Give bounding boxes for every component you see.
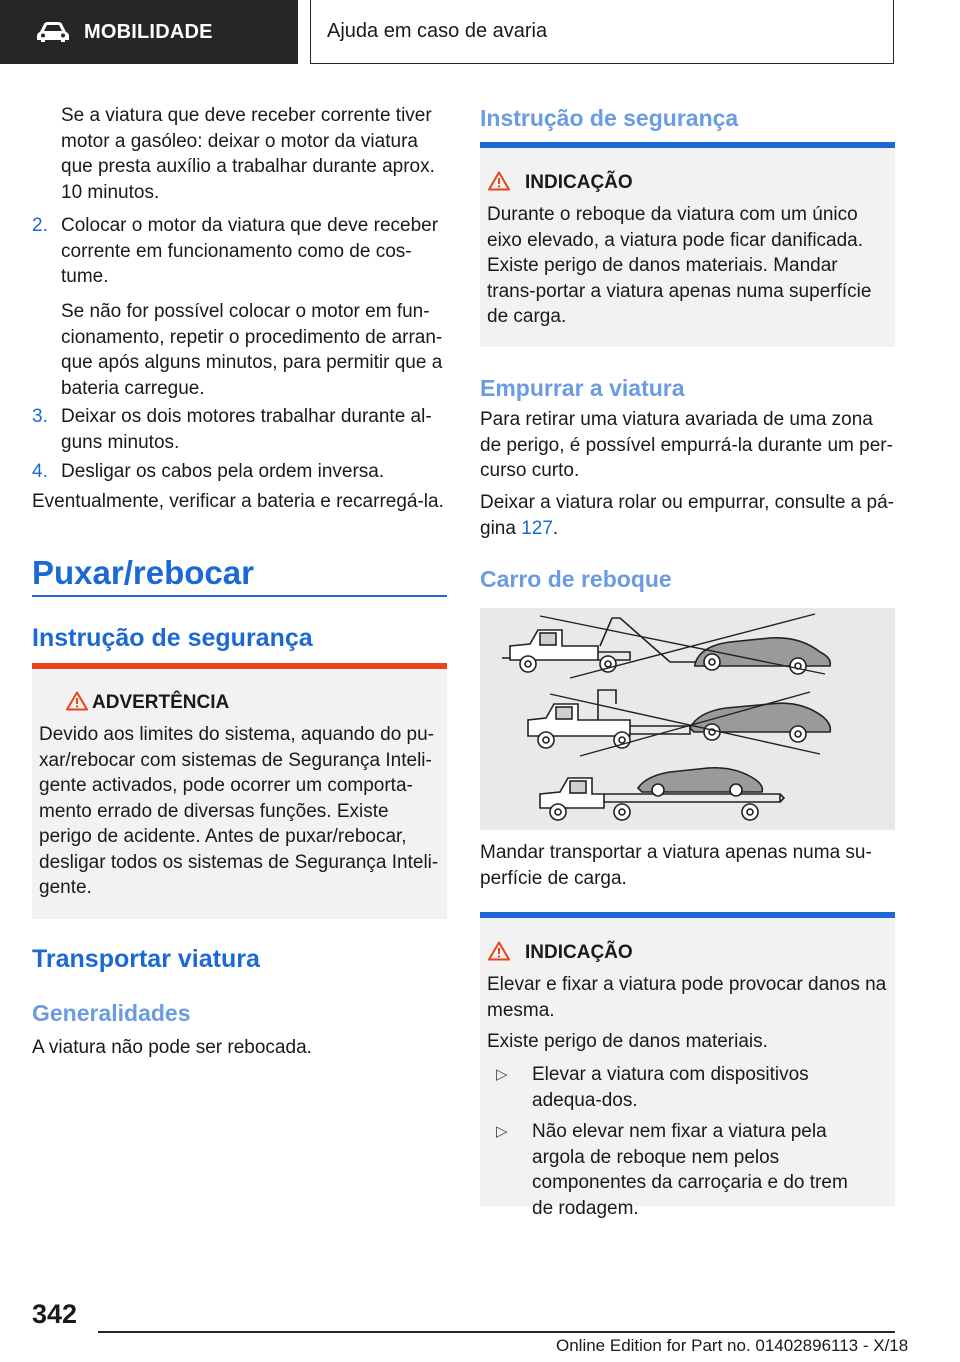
step-number: 4. <box>32 461 48 482</box>
notice-title: INDICAÇÃO <box>525 942 633 963</box>
section-tab <box>0 0 298 64</box>
notice-bar <box>480 912 895 918</box>
section-heading-transport: Transportar viatura <box>32 945 260 973</box>
page-link[interactable]: 127 <box>521 517 553 539</box>
chapter-heading: Puxar/rebocar <box>32 554 254 591</box>
illustration-caption: Mandar transportar a viatura apenas numa su-perfície de carga. <box>480 842 872 889</box>
tow-truck-illustration <box>480 608 895 830</box>
intro-paragraph: Se a viatura que deve receber corrente tiver motor a gasóleo: deixar o motor da viatura que presta auxílio a trabalhar durante aprox. 10 minutos. <box>61 105 435 203</box>
push-paragraph-1: Para retirar uma viatura avariada de uma zona de perigo, é possível empurrá-la durante um per-curso curto. <box>480 409 893 481</box>
section-heading-safety: Instrução de segurança <box>32 624 313 652</box>
page-number: 342 <box>32 1299 78 1329</box>
notice-bar <box>480 142 895 148</box>
notice-title: INDICAÇÃO <box>525 172 633 193</box>
step-text: Desligar os cabos pela ordem inversa. <box>61 461 385 482</box>
bullet-text: Elevar a viatura com dispositivos adequa-dos. <box>532 1064 809 1111</box>
bullet-text: Não elevar nem fixar a viatura pela argola de reboque nem pelos componentes da carroçaria e do trem de rodagem. <box>532 1121 848 1219</box>
notice-paragraph-1: Elevar e fixar a viatura pode provocar danos na mesma. <box>487 974 887 1021</box>
warning-icon <box>488 171 510 191</box>
section-heading-safety-right: Instrução de segurança <box>480 105 739 131</box>
step-number: 3. <box>32 406 48 427</box>
warning-body: Devido aos limites do sistema, aquando do pu-xar/rebocar com sistemas de Segurança Inteli-gente activados, pode ocorrer um comporta-mento errado de diversas funções. Existe perigo de acidente. Antes de puxar/rebocar, desligar todos os sistemas de Segurança Inteli-gente. <box>39 724 439 898</box>
chapter-title: Ajuda em caso de avaria <box>327 20 548 42</box>
subheading-push: Empurrar a viatura <box>480 375 685 401</box>
push-text: Deixar a viatura rolar ou empurrar, consulte a pá-gina <box>480 492 894 539</box>
warning-box <box>32 663 447 919</box>
notice-paragraph-2: Existe perigo de danos materiais. <box>487 1031 768 1052</box>
chapter-tab <box>310 0 894 64</box>
warning-title: ADVERTÊNCIA <box>92 692 230 713</box>
warning-bar <box>32 663 447 669</box>
subheading-tow-truck: Carro de reboque <box>480 566 672 592</box>
subheading-general: Generalidades <box>32 1000 191 1026</box>
step-text: Colocar o motor da viatura que deve receber corrente em funcionamento como de cos-tume. <box>61 215 439 287</box>
notice-box-2 <box>480 912 895 1219</box>
final-paragraph: Eventualmente, verificar a bateria e recarregá-la. <box>32 491 444 512</box>
bullet-triangle-icon: ▷ <box>496 1123 508 1140</box>
notice-box-1 <box>480 142 895 347</box>
push-text-end: . <box>552 517 559 539</box>
notice-body: Durante o reboque da viatura com um único eixo elevado, a viatura pode ficar danificada. Existe perigo de danos materiais. Mandar trans-portar a viatura apenas numa superfície de carga. <box>487 204 872 327</box>
bullet-triangle-icon: ▷ <box>496 1066 508 1083</box>
car-icon <box>36 21 70 43</box>
tow-truck-drawing <box>480 608 895 830</box>
footer-rule <box>98 1331 895 1333</box>
step-number: 2. <box>32 215 48 236</box>
heading-rule <box>32 595 447 597</box>
step-extra-text: Se não for possível colocar o motor em fun-cionamento, repetir o procedimento de arran-que após alguns minutos, para permitir que a bateria carregue. <box>61 301 443 399</box>
warning-icon <box>488 941 510 961</box>
section-title: MOBILIDADE <box>84 20 213 43</box>
step-text: Deixar os dois motores trabalhar durante al-guns minutos. <box>61 406 432 453</box>
edition-line: Online Edition for Part no. 01402896113 - X/18 <box>556 1336 909 1355</box>
warning-icon <box>66 691 88 711</box>
general-text: A viatura não pode ser rebocada. <box>32 1037 312 1058</box>
push-paragraph-2 <box>480 490 895 541</box>
